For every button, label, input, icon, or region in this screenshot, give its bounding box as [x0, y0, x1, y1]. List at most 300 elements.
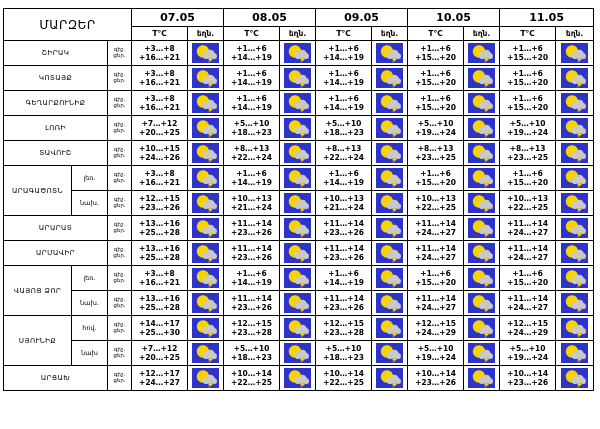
- region-name: ԱՐԱՐԱՏ: [4, 216, 108, 241]
- sun-cloud-thunder-icon: [468, 118, 495, 138]
- temperature-cell: [224, 241, 280, 266]
- subregion-label: լեռ.: [72, 266, 108, 291]
- sun-cloud-thunder-icon: [561, 118, 588, 138]
- weather-cell: [188, 291, 224, 316]
- temperature-cell: [316, 341, 372, 366]
- weather-cell: [188, 166, 224, 191]
- temperature-cell: [132, 316, 188, 341]
- night-day-labels: [108, 191, 132, 216]
- night-temperature: +3…+8: [144, 44, 175, 53]
- night-label: գիշ.: [113, 347, 126, 353]
- weather-cell: [556, 266, 594, 291]
- weather-cell: [556, 341, 594, 366]
- night-temperature: +1…+6: [236, 69, 267, 78]
- sun-cloud-thunder-icon: [284, 218, 311, 238]
- weather-cell: [556, 141, 594, 166]
- sun-cloud-thunder-icon: [192, 293, 219, 313]
- weather-cell: [188, 66, 224, 91]
- weather-cell: [372, 366, 408, 391]
- weather-cell: [188, 216, 224, 241]
- night-temperature: +1…+6: [420, 94, 451, 103]
- day-label: ցեր.: [113, 103, 126, 109]
- weather-cell: [464, 66, 500, 91]
- date-header: 11.05: [500, 9, 594, 27]
- temperature-column-header: T°C: [500, 27, 556, 41]
- temperature-cell: [408, 266, 464, 291]
- day-temperature: +15…+20: [507, 78, 549, 87]
- weather-cell: [464, 141, 500, 166]
- temperature-cell: [408, 41, 464, 66]
- sun-cloud-thunder-icon: [376, 368, 403, 388]
- sun-cloud-thunder-icon: [284, 193, 311, 213]
- night-label: գիշ.: [113, 97, 126, 103]
- day-label: ցեր.: [113, 153, 126, 159]
- temperature-cell: [316, 316, 372, 341]
- sun-cloud-thunder-icon: [284, 143, 311, 163]
- sun-cloud-thunder-icon: [192, 168, 219, 188]
- night-temperature: +5…+10: [233, 119, 270, 128]
- night-temperature: +12…+17: [139, 369, 180, 378]
- temperature-cell: [316, 216, 372, 241]
- day-temperature: +23…+26: [323, 303, 365, 312]
- weather-cell: [556, 91, 594, 116]
- region-row: [4, 166, 594, 191]
- temperature-cell: [500, 241, 556, 266]
- weather-cell: [556, 316, 594, 341]
- day-label: ցեր.: [113, 278, 126, 284]
- day-temperature: +24…+27: [507, 303, 549, 312]
- day-label: ցեր.: [113, 253, 126, 259]
- day-temperature: +23…+26: [231, 303, 272, 312]
- region-row: [4, 241, 594, 266]
- sun-cloud-thunder-icon: [561, 318, 588, 338]
- sun-cloud-thunder-icon: [284, 318, 311, 338]
- day-temperature: +15…+20: [415, 53, 457, 62]
- day-temperature: +23…+26: [139, 203, 180, 212]
- sun-cloud-thunder-icon: [561, 218, 588, 238]
- temperature-cell: [408, 141, 464, 166]
- sun-cloud-thunder-icon: [192, 43, 219, 63]
- temperature-cell: [408, 66, 464, 91]
- night-day-labels: [108, 141, 132, 166]
- day-temperature: +15…+20: [415, 103, 457, 112]
- day-temperature: +23…+25: [415, 153, 457, 162]
- sun-cloud-thunder-icon: [284, 368, 311, 388]
- weather-cell: [280, 166, 316, 191]
- weather-column-header: եղն.: [556, 27, 594, 41]
- sun-cloud-thunder-icon: [561, 193, 588, 213]
- region-row: [4, 141, 594, 166]
- weather-cell: [556, 366, 594, 391]
- sun-cloud-thunder-icon: [468, 368, 495, 388]
- temperature-cell: [132, 241, 188, 266]
- night-temperature: +8…+13: [233, 144, 270, 153]
- night-temperature: +8…+13: [417, 144, 454, 153]
- day-temperature: +24…+29: [507, 328, 549, 337]
- day-temperature: +23…+28: [323, 328, 365, 337]
- night-temperature: +11…+14: [231, 294, 272, 303]
- day-temperature: +14…+19: [231, 53, 272, 62]
- night-temperature: +11…+14: [415, 294, 457, 303]
- day-temperature: +15…+20: [507, 278, 549, 287]
- weather-cell: [464, 191, 500, 216]
- weather-cell: [188, 91, 224, 116]
- sun-cloud-thunder-icon: [192, 318, 219, 338]
- sun-cloud-thunder-icon: [468, 68, 495, 88]
- day-label: ցեր.: [113, 78, 126, 84]
- day-label: ցեր.: [113, 53, 126, 59]
- day-label: ցեր.: [113, 303, 126, 309]
- temperature-cell: [224, 141, 280, 166]
- night-temperature: +12…+15: [139, 194, 180, 203]
- weather-cell: [372, 266, 408, 291]
- temperature-cell: [316, 141, 372, 166]
- temperature-cell: [132, 291, 188, 316]
- temperature-cell: [316, 241, 372, 266]
- region-name: ԳԵՂԱՐՔՈՒՆԻՔ: [4, 91, 108, 116]
- day-temperature: +25…+28: [139, 253, 180, 262]
- sun-cloud-thunder-icon: [284, 168, 311, 188]
- night-label: գիշ.: [113, 272, 126, 278]
- temperature-cell: [132, 166, 188, 191]
- sun-cloud-thunder-icon: [376, 43, 403, 63]
- night-label: գիշ.: [113, 122, 126, 128]
- night-temperature: +3…+8: [144, 69, 175, 78]
- temperature-cell: [408, 241, 464, 266]
- day-temperature: +23…+26: [231, 253, 272, 262]
- night-label: գիշ.: [113, 147, 126, 153]
- night-day-labels: [108, 241, 132, 266]
- temperature-cell: [500, 266, 556, 291]
- sun-cloud-thunder-icon: [376, 218, 403, 238]
- temperature-cell: [132, 91, 188, 116]
- region-row: [4, 266, 594, 291]
- temperature-cell: [500, 341, 556, 366]
- forecast-table: [3, 8, 594, 391]
- night-temperature: +1…+6: [512, 44, 543, 53]
- date-header-row: [4, 9, 594, 27]
- day-temperature: +24…+27: [507, 253, 549, 262]
- temperature-cell: [408, 166, 464, 191]
- day-temperature: +22…+24: [231, 153, 272, 162]
- night-day-labels: [108, 166, 132, 191]
- night-label: գիշ.: [113, 372, 126, 378]
- region-name: ՎԱՅՈՑ ՁՈՐ: [4, 266, 72, 316]
- region-column-header: ՄԱՐԶԵՐ: [4, 9, 132, 41]
- sun-cloud-thunder-icon: [192, 118, 219, 138]
- sun-cloud-thunder-icon: [192, 143, 219, 163]
- temperature-cell: [224, 366, 280, 391]
- sun-cloud-thunder-icon: [192, 218, 219, 238]
- weather-cell: [372, 316, 408, 341]
- day-temperature: +14…+19: [231, 278, 272, 287]
- weather-cell: [556, 216, 594, 241]
- sun-cloud-thunder-icon: [561, 268, 588, 288]
- temperature-cell: [500, 191, 556, 216]
- temperature-column-header: T°C: [408, 27, 464, 41]
- weather-cell: [464, 116, 500, 141]
- temperature-cell: [224, 191, 280, 216]
- sun-cloud-thunder-icon: [284, 293, 311, 313]
- sun-cloud-thunder-icon: [192, 193, 219, 213]
- night-temperature: +5…+10: [417, 344, 454, 353]
- night-temperature: +1…+6: [236, 94, 267, 103]
- day-temperature: +24…+27: [139, 378, 180, 387]
- temperature-cell: [500, 291, 556, 316]
- date-header: 09.05: [316, 9, 408, 27]
- temperature-cell: [224, 291, 280, 316]
- temperature-cell: [408, 291, 464, 316]
- region-name: ԿՈՏԱՅՔ: [4, 66, 108, 91]
- night-temperature: +1…+6: [420, 269, 451, 278]
- weather-cell: [464, 316, 500, 341]
- day-temperature: +23…+28: [231, 328, 272, 337]
- day-temperature: +22…+25: [507, 203, 549, 212]
- region-name: ՇԻՐԱԿ: [4, 41, 108, 66]
- temperature-cell: [316, 66, 372, 91]
- night-temperature: +1…+6: [420, 69, 451, 78]
- temperature-cell: [224, 341, 280, 366]
- subregion-label: նախ: [72, 341, 108, 366]
- temperature-cell: [408, 116, 464, 141]
- weather-cell: [280, 366, 316, 391]
- weather-cell: [372, 341, 408, 366]
- day-label: ցեր.: [113, 228, 126, 234]
- day-temperature: +14…+19: [231, 178, 272, 187]
- temperature-cell: [408, 366, 464, 391]
- night-day-labels: [108, 41, 132, 66]
- date-header: 07.05: [132, 9, 224, 27]
- sun-cloud-thunder-icon: [376, 293, 403, 313]
- night-temperature: +5…+10: [325, 119, 362, 128]
- weather-cell: [280, 66, 316, 91]
- weather-cell: [556, 166, 594, 191]
- night-temperature: +12…+15: [415, 319, 457, 328]
- weather-cell: [188, 366, 224, 391]
- weather-cell: [464, 341, 500, 366]
- temperature-cell: [500, 141, 556, 166]
- night-temperature: +13…+16: [139, 219, 180, 228]
- night-day-labels: [108, 216, 132, 241]
- date-header: 10.05: [408, 9, 500, 27]
- day-temperature: +22…+25: [415, 203, 457, 212]
- night-temperature: +10…+14: [231, 369, 272, 378]
- weather-cell: [280, 216, 316, 241]
- night-temperature: +12…+15: [231, 319, 272, 328]
- day-temperature: +14…+19: [323, 78, 365, 87]
- sun-cloud-thunder-icon: [561, 143, 588, 163]
- night-temperature: +13…+16: [139, 294, 180, 303]
- day-temperature: +23…+26: [231, 228, 272, 237]
- sun-cloud-thunder-icon: [468, 143, 495, 163]
- temperature-cell: [500, 41, 556, 66]
- sun-cloud-thunder-icon: [192, 343, 219, 363]
- sun-cloud-thunder-icon: [468, 268, 495, 288]
- day-temperature: +16…+21: [139, 278, 180, 287]
- night-label: գիշ.: [113, 197, 126, 203]
- day-temperature: +25…+28: [139, 303, 180, 312]
- temperature-column-header: T°C: [132, 27, 188, 41]
- night-label: գիշ.: [113, 172, 126, 178]
- day-temperature: +24…+27: [507, 228, 549, 237]
- sun-cloud-thunder-icon: [192, 368, 219, 388]
- weather-cell: [280, 266, 316, 291]
- night-temperature: +1…+6: [236, 44, 267, 53]
- sun-cloud-thunder-icon: [376, 343, 403, 363]
- region-row: [4, 66, 594, 91]
- region-name: ՍՅՈՒՆԻՔ: [4, 316, 72, 366]
- temperature-cell: [224, 166, 280, 191]
- weather-cell: [556, 291, 594, 316]
- day-temperature: +21…+24: [323, 203, 365, 212]
- day-temperature: +15…+20: [507, 178, 549, 187]
- night-temperature: +1…+6: [328, 269, 359, 278]
- region-row: [4, 366, 594, 391]
- day-temperature: +18…+23: [323, 128, 365, 137]
- weather-cell: [556, 116, 594, 141]
- day-temperature: +18…+23: [323, 353, 365, 362]
- weather-cell: [372, 191, 408, 216]
- day-label: ցեր.: [113, 178, 126, 184]
- day-temperature: +14…+19: [323, 178, 365, 187]
- day-temperature: +15…+20: [415, 178, 457, 187]
- day-temperature: +16…+21: [139, 103, 180, 112]
- weather-cell: [280, 241, 316, 266]
- weather-cell: [464, 366, 500, 391]
- night-day-labels: [108, 266, 132, 291]
- night-temperature: +1…+6: [420, 169, 451, 178]
- weather-column-header: եղն.: [280, 27, 316, 41]
- day-temperature: +14…+19: [231, 103, 272, 112]
- temperature-cell: [132, 41, 188, 66]
- weather-cell: [188, 116, 224, 141]
- weather-cell: [280, 316, 316, 341]
- weather-cell: [464, 266, 500, 291]
- weather-cell: [280, 141, 316, 166]
- sun-cloud-thunder-icon: [561, 43, 588, 63]
- night-day-labels: [108, 341, 132, 366]
- night-temperature: +10…+13: [507, 194, 549, 203]
- subregion-label: նախ.: [72, 291, 108, 316]
- region-row: [4, 216, 594, 241]
- sun-cloud-thunder-icon: [376, 243, 403, 263]
- day-label: ցեր.: [113, 353, 126, 359]
- temperature-cell: [500, 116, 556, 141]
- temperature-cell: [500, 366, 556, 391]
- sun-cloud-thunder-icon: [468, 243, 495, 263]
- day-temperature: +15…+20: [507, 53, 549, 62]
- temperature-cell: [408, 91, 464, 116]
- region-name: ԱՐՑԱԽ: [4, 366, 108, 391]
- sun-cloud-thunder-icon: [284, 118, 311, 138]
- night-temperature: +3…+8: [144, 94, 175, 103]
- temperature-cell: [132, 341, 188, 366]
- weather-cell: [188, 191, 224, 216]
- weather-cell: [188, 341, 224, 366]
- temperature-cell: [132, 141, 188, 166]
- temperature-cell: [500, 216, 556, 241]
- region-row: [4, 291, 594, 316]
- night-temperature: +5…+10: [233, 344, 270, 353]
- night-temperature: +3…+8: [144, 269, 175, 278]
- forecast-rows: [4, 41, 594, 391]
- day-temperature: +23…+26: [323, 228, 365, 237]
- weather-cell: [464, 216, 500, 241]
- day-temperature: +15…+20: [507, 103, 549, 112]
- day-temperature: +14…+19: [323, 278, 365, 287]
- region-name: ԼՈՌԻ: [4, 116, 108, 141]
- sun-cloud-thunder-icon: [561, 168, 588, 188]
- night-day-labels: [108, 291, 132, 316]
- weather-cell: [464, 41, 500, 66]
- night-day-labels: [108, 366, 132, 391]
- day-temperature: +22…+25: [323, 378, 365, 387]
- sun-cloud-thunder-icon: [376, 143, 403, 163]
- date-header: 08.05: [224, 9, 316, 27]
- sun-cloud-thunder-icon: [376, 318, 403, 338]
- temperature-cell: [408, 216, 464, 241]
- night-temperature: +1…+6: [328, 94, 359, 103]
- night-temperature: +1…+6: [236, 169, 267, 178]
- weather-cell: [556, 41, 594, 66]
- day-temperature: +14…+19: [323, 53, 365, 62]
- weather-column-header: եղն.: [372, 27, 408, 41]
- weather-cell: [464, 91, 500, 116]
- sun-cloud-thunder-icon: [284, 243, 311, 263]
- night-temperature: +7…+12: [141, 119, 178, 128]
- sun-cloud-thunder-icon: [468, 193, 495, 213]
- temperature-cell: [500, 316, 556, 341]
- temperature-cell: [316, 266, 372, 291]
- sun-cloud-thunder-icon: [561, 368, 588, 388]
- night-temperature: +1…+6: [512, 269, 543, 278]
- temperature-cell: [132, 216, 188, 241]
- temperature-cell: [224, 116, 280, 141]
- sun-cloud-thunder-icon: [284, 268, 311, 288]
- night-label: գիշ.: [113, 222, 126, 228]
- temperature-cell: [224, 316, 280, 341]
- sun-cloud-thunder-icon: [192, 68, 219, 88]
- temperature-cell: [408, 191, 464, 216]
- weather-cell: [280, 91, 316, 116]
- night-temperature: +7…+12: [141, 344, 178, 353]
- night-temperature: +1…+6: [512, 69, 543, 78]
- sun-cloud-thunder-icon: [561, 68, 588, 88]
- weather-column-header: եղն.: [188, 27, 224, 41]
- weather-cell: [464, 241, 500, 266]
- region-row: [4, 116, 594, 141]
- temperature-cell: [316, 191, 372, 216]
- region-row: [4, 316, 594, 341]
- temperature-cell: [224, 266, 280, 291]
- subregion-label: հով.: [72, 316, 108, 341]
- sun-cloud-thunder-icon: [468, 293, 495, 313]
- weather-cell: [372, 41, 408, 66]
- day-temperature: +23…+26: [323, 253, 365, 262]
- sun-cloud-thunder-icon: [376, 118, 403, 138]
- night-temperature: +1…+6: [512, 94, 543, 103]
- sun-cloud-thunder-icon: [468, 93, 495, 113]
- temperature-cell: [408, 316, 464, 341]
- sun-cloud-thunder-icon: [284, 43, 311, 63]
- night-day-labels: [108, 316, 132, 341]
- temperature-column-header: T°C: [316, 27, 372, 41]
- night-temperature: +11…+14: [507, 244, 549, 253]
- region-name: ՏԱՎՈՒՇ: [4, 141, 108, 166]
- subregion-label: լեռ.: [72, 166, 108, 191]
- night-temperature: +1…+6: [236, 269, 267, 278]
- day-temperature: +18…+23: [231, 353, 272, 362]
